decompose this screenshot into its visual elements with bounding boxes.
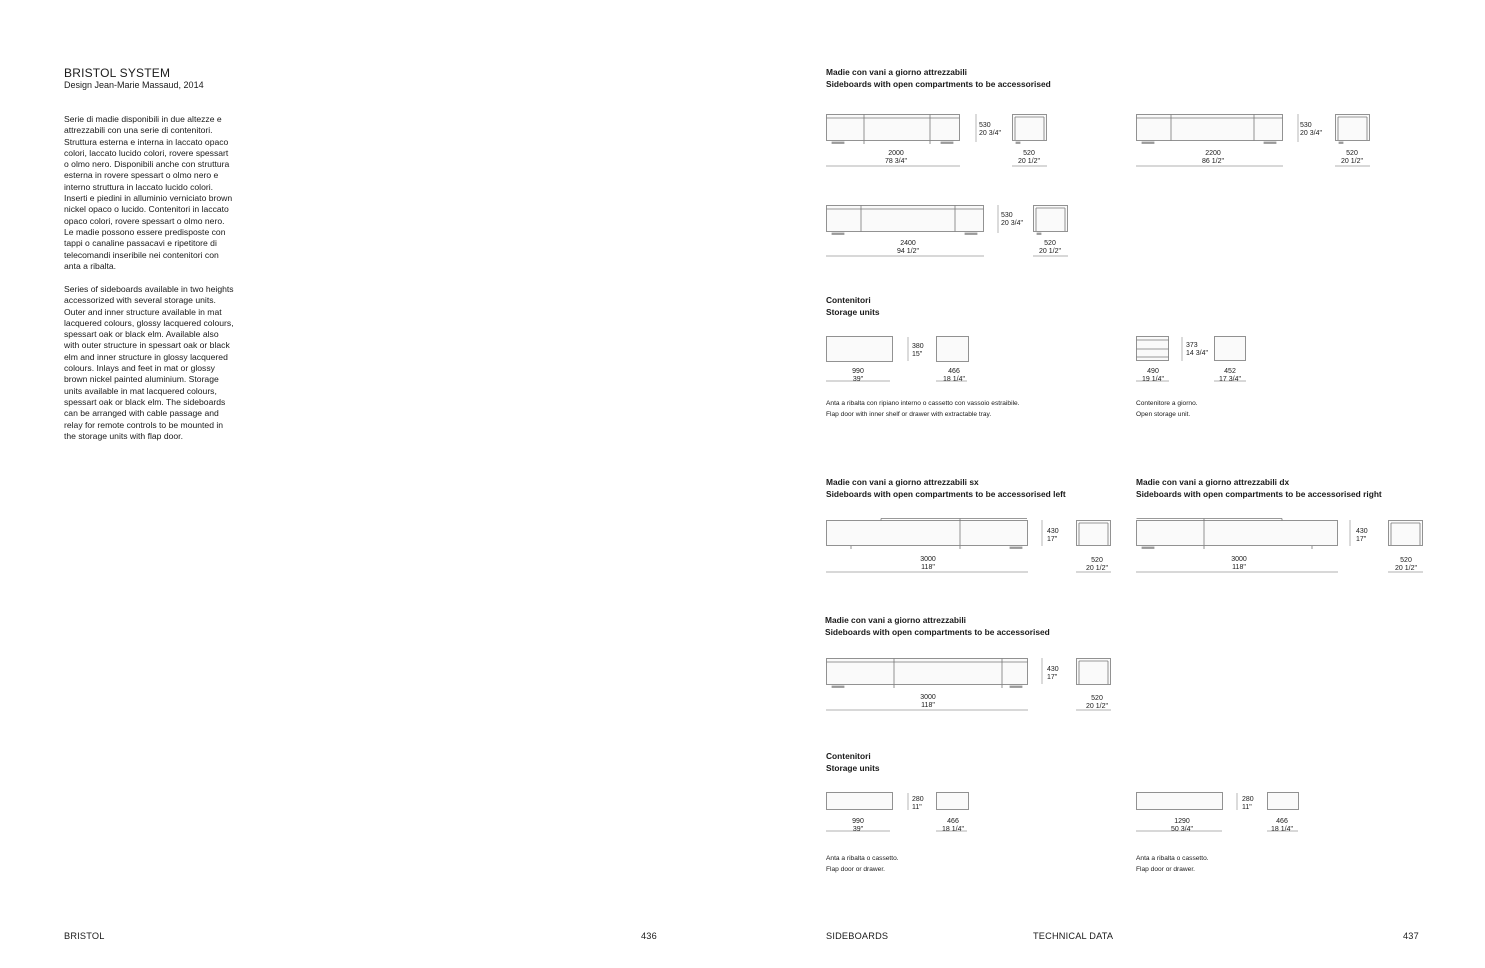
sideboard-2000-width: 2000 78 3/4" — [885, 150, 907, 165]
sideboard-2000-drawing — [826, 114, 1066, 174]
section-heading-italian: Madie con vani a giorno attrezzabili dx — [1136, 477, 1290, 487]
caption-flap-low2-english: Flap door or drawer. — [1136, 866, 1196, 873]
description-english: Series of sideboards available in two heights accessorized with several storage units. Outer and inner structure available in mat lacquered colours, glossy lacquered colours, spessart oak or black elm. Available also with outer structure in spessart oak or black elm and inner structure in glossy lacquered colours. Inlays and feet in mat or glossy brown nickel painted aluminium. Storage units available in mat lacquered colours, spessart oak or black elm. The sideboards can be arranged with cable passage and relay for remote controls to be mounted in the storage units with flap door. — [64, 284, 234, 441]
storage-unit-990-depth: 466 18 1/4" — [943, 368, 965, 383]
storage-unit-1290-low-height: 280 11" — [1242, 796, 1254, 811]
caption-flap-italian: Anta a ribalta con ripiano interno o cassetto con vassoio estraibile. — [826, 400, 1020, 407]
description-italian: Serie di madie disponibili in due altezze e attrezzabili con una serie di contenitori. Struttura esterna e interna in laccato opaco colori, laccato lucido colori, rovere spessart o olmo nero. Disponibili anche con struttura esterna in rovere spessart o olmo nero e interno struttura in laccato lucido colori. Inserti e piedini in alluminio verniciato brown nickel opaco o lucido. Contenitori in laccato opaco colori, rovere spessart o olmo nero. Le madie possono essere predisposte con tappi o canaline passacavi e ripetitore di telecomandi inseribile nei contenitori con anta a ribalta. — [64, 114, 233, 271]
sideboard-2400-drawing — [826, 205, 1086, 265]
storage-unit-1290-low-width: 1290 50 3/4" — [1171, 818, 1193, 833]
sideboard-3000-center-depth: 520 20 1/2" — [1086, 695, 1108, 710]
footer-left-page-number: 436 — [641, 931, 657, 941]
sideboard-2400-height: 530 20 3/4" — [1001, 212, 1023, 227]
section-heading-italian: Madie con vani a giorno attrezzabili — [825, 615, 967, 625]
caption-flap-english: Flap door with inner shelf or drawer with extractable tray. — [826, 411, 992, 418]
footer-subsection-label: TECHNICAL DATA — [1033, 931, 1114, 941]
section-heading-italian: Madie con vani a giorno attrezzabili sx — [826, 477, 979, 487]
section-storage-low-heading — [826, 751, 880, 774]
section-heading-italian: Contenitori — [826, 295, 871, 305]
section-heading-english: Storage units — [826, 762, 880, 773]
section-sideboards-heading — [826, 67, 1051, 90]
sideboard-2200-drawing — [1136, 114, 1376, 174]
sideboard-2400-depth: 520 20 1/2" — [1039, 240, 1061, 255]
footer-left-label: BRISTOL — [64, 931, 105, 941]
section-heading-italian: Contenitori — [826, 751, 871, 761]
caption-open-italian: Contenitore a giorno. — [1136, 400, 1198, 407]
sideboard-3000-left-width: 3000 118" — [920, 556, 936, 571]
storage-unit-990-low-height: 280 11" — [912, 796, 924, 811]
sideboard-3000-center-width: 3000 118" — [920, 694, 936, 709]
section-sideboards-right-heading — [1136, 477, 1382, 500]
section-heading-english: Storage units — [826, 306, 880, 317]
caption-open-english: Open storage unit. — [1136, 411, 1191, 418]
sideboard-2000-depth: 520 20 1/2" — [1018, 150, 1040, 165]
storage-unit-990-width: 990 39" — [852, 368, 864, 383]
sideboard-2200-depth: 520 20 1/2" — [1341, 150, 1363, 165]
sideboard-3000-right-height: 430 17" — [1356, 528, 1368, 543]
sideboard-2200-height: 530 20 3/4" — [1300, 122, 1322, 137]
section-sideboards-left-heading — [826, 477, 1066, 500]
caption-flap-low2-italian: Anta a ribalta o cassetto. — [1136, 855, 1209, 862]
sideboard-3000-right-width: 3000 118" — [1231, 556, 1247, 571]
sideboard-3000-left-height: 430 17" — [1047, 528, 1059, 543]
page-title: BRISTOL SYSTEM — [64, 66, 171, 80]
section-heading-english: Sideboards with open compartments to be accessorised — [825, 626, 1050, 637]
sideboard-2400-width: 2400 94 1/2" — [897, 240, 919, 255]
storage-unit-1290-low-depth: 466 18 1/4" — [1271, 818, 1293, 833]
sideboard-3000-right-drawing — [1136, 518, 1426, 578]
section-heading-english: Sideboards with open compartments to be accessorised left — [826, 488, 1066, 499]
sideboard-3000-right-depth: 520 20 1/2" — [1395, 557, 1417, 572]
storage-unit-490-width: 490 19 1/4" — [1142, 368, 1164, 383]
sideboard-2200-width: 2200 86 1/2" — [1202, 150, 1224, 165]
section-sideboards-center-heading — [825, 615, 1050, 638]
section-heading-italian: Madie con vani a giorno attrezzabili — [826, 67, 968, 77]
section-heading-english: Sideboards with open compartments to be accessorised right — [1136, 488, 1382, 499]
storage-unit-990-low-width: 990 39" — [852, 818, 864, 833]
footer-section-label: SIDEBOARDS — [826, 931, 889, 941]
storage-unit-490-height: 373 14 3/4" — [1186, 342, 1208, 357]
page-subtitle: Design Jean-Marie Massaud, 2014 — [64, 80, 204, 90]
caption-flap-low-english: Flap door or drawer. — [826, 866, 886, 873]
storage-unit-490-depth: 452 17 3/4" — [1219, 368, 1241, 383]
sideboard-3000-center-height: 430 17" — [1047, 666, 1059, 681]
caption-flap-low-italian: Anta a ribalta o cassetto. — [826, 855, 899, 862]
footer-right-page-number: 437 — [1403, 931, 1419, 941]
storage-unit-990-height: 380 15" — [912, 343, 924, 358]
sideboard-3000-left-depth: 520 20 1/2" — [1086, 557, 1108, 572]
sideboard-3000-left-drawing — [826, 518, 1116, 578]
section-heading-english: Sideboards with open compartments to be accessorised — [826, 78, 1051, 89]
storage-unit-990-low-depth: 466 18 1/4" — [942, 818, 964, 833]
sideboard-3000-center-drawing — [826, 656, 1116, 716]
section-storage-heading — [826, 295, 880, 318]
sideboard-2000-height: 530 20 3/4" — [979, 122, 1001, 137]
